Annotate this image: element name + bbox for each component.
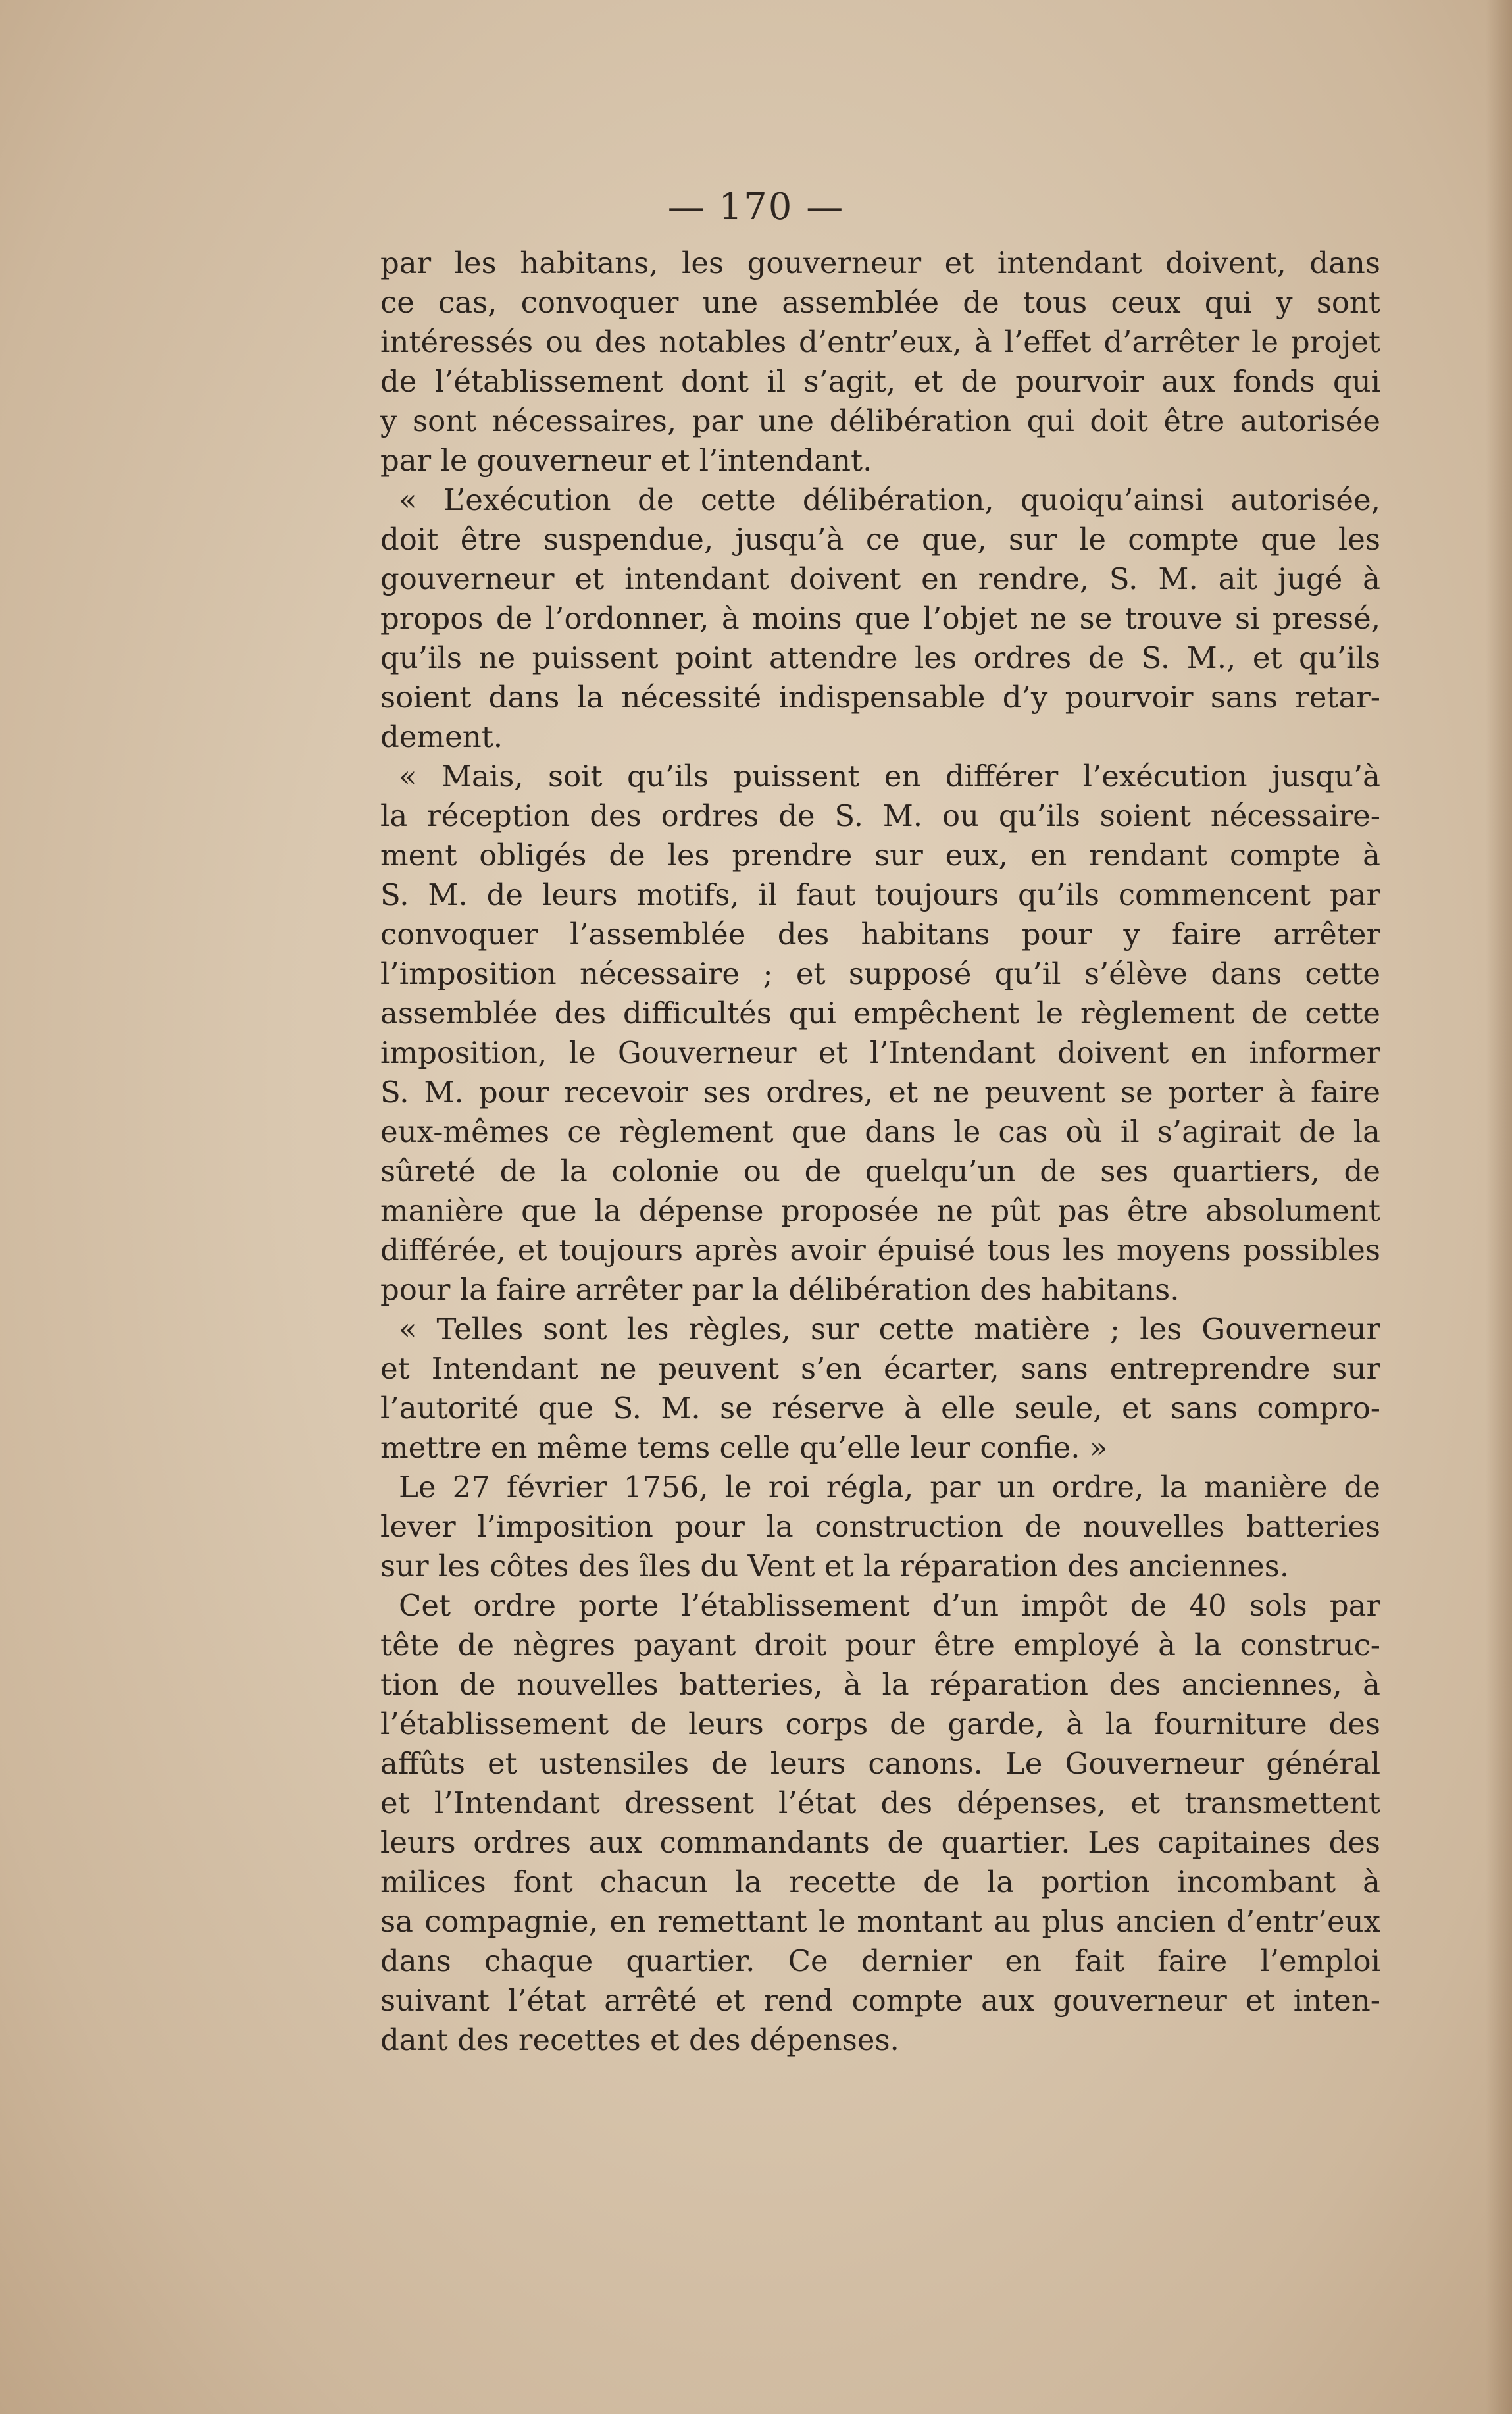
text-line: imposition, le Gouverneur et l’Intendant doivent en informer xyxy=(380,1035,1380,1070)
text-line: l’imposition nécessaire ; et supposé qu’il s’élève dans cette xyxy=(380,956,1380,991)
text-line: ce cas, convoquer une assemblée de tous ceux qui y sont xyxy=(380,285,1380,320)
text-line: convoquer l’assemblée des habitans pour y faire arrêter xyxy=(380,917,1380,952)
text-line: et Intendant ne peuvent s’en écarter, sans entreprendre sur xyxy=(380,1351,1380,1386)
text-line: leurs ordres aux commandants de quartier. Les capitaines des xyxy=(380,1825,1380,1860)
text-line: tête de nègres payant droit pour être employé à la construc- xyxy=(380,1628,1380,1662)
text-line: Cet ordre porte l’établissement d’un impôt de 40 sols par xyxy=(399,1588,1380,1623)
body-text xyxy=(380,244,1380,2060)
page-number: — 170 — xyxy=(667,186,845,228)
text-line: l’établissement de leurs corps de garde, à la fourniture des xyxy=(380,1707,1380,1741)
text-line: et l’Intendant dressent l’état des dépenses, et transmettent xyxy=(380,1785,1380,1820)
page-edge-shadow xyxy=(1486,0,1512,2414)
text-line: sa compagnie, en remettant le montant au plus ancien d’entr’eux xyxy=(380,1904,1380,1939)
text-line: dant des recettes et des dépenses. xyxy=(380,2022,899,2057)
text-line: l’autorité que S. M. se réserve à elle seule, et sans compro- xyxy=(380,1391,1380,1425)
text-line: par les habitans, les gouverneur et intendant doivent, dans xyxy=(380,245,1380,280)
text-line: Le 27 février 1756, le roi régla, par un ordre, la manière de xyxy=(399,1470,1380,1504)
text-line: qu’ils ne puissent point attendre les ordres de S. M., et qu’ils xyxy=(380,640,1380,675)
text-line: y sont nécessaires, par une délibération qui doit être autorisée xyxy=(380,403,1380,438)
text-line: gouverneur et intendant doivent en rendre, S. M. ait jugé à xyxy=(380,561,1380,596)
text-line: intéressés ou des notables d’entr’eux, à l’effet d’arrêter le projet xyxy=(380,324,1380,359)
text-line: manière que la dépense proposée ne pût pas être absolument xyxy=(380,1193,1380,1228)
text-line: assemblée des difficultés qui empêchent le règlement de cette xyxy=(380,996,1380,1031)
text-line: eux-mêmes ce règlement que dans le cas où il s’agirait de la xyxy=(380,1114,1380,1149)
text-line: sur les côtes des îles du Vent et la réparation des anciennes. xyxy=(380,1549,1290,1583)
text-line: ment obligés de les prendre sur eux, en rendant compte à xyxy=(380,838,1380,873)
text-line: « Mais, soit qu’ils puissent en différer l’exécution jusqu’à xyxy=(399,759,1380,794)
text-line: sûreté de la colonie ou de quelqu’un de ses quartiers, de xyxy=(380,1154,1380,1189)
text-line: affûts et ustensiles de leurs canons. Le Gouverneur général xyxy=(380,1746,1380,1781)
text-line: lever l’imposition pour la construction de nouvelles batteries xyxy=(380,1509,1380,1544)
text-line: soient dans la nécessité indispensable d’y pourvoir sans retar- xyxy=(380,680,1380,715)
text-line: de l’établissement dont il s’agit, et de pourvoir aux fonds qui xyxy=(380,364,1380,399)
text-line: S. M. pour recevoir ses ordres, et ne peuvent se porter à faire xyxy=(380,1075,1380,1110)
text-line: « L’exécution de cette délibération, quoiqu’ainsi autorisée, xyxy=(399,482,1380,517)
text-line: doit être suspendue, jusqu’à ce que, sur le compte que les xyxy=(380,522,1380,557)
text-line: dans chaque quartier. Ce dernier en fait faire l’emploi xyxy=(380,1943,1380,1978)
text-line: tion de nouvelles batteries, à la réparation des anciennes, à xyxy=(380,1667,1380,1702)
text-line: S. M. de leurs motifs, il faut toujours qu’ils commencent par xyxy=(380,877,1380,912)
text-line: mettre en même tems celle qu’elle leur confie. » xyxy=(380,1430,1108,1465)
text-line: « Telles sont les règles, sur cette matière ; les Gouverneur xyxy=(399,1312,1380,1347)
text-line: dement. xyxy=(380,719,503,754)
text-line: pour la faire arrêter par la délibération des habitans. xyxy=(380,1272,1180,1307)
text-line: suivant l’état arrêté et rend compte aux gouverneur et inten- xyxy=(380,1983,1380,2018)
text-line: différée, et toujours après avoir épuisé tous les moyens possibles xyxy=(380,1233,1380,1268)
text-line: la réception des ordres de S. M. ou qu’ils soient nécessaire- xyxy=(380,798,1380,833)
text-line: propos de l’ordonner, à moins que l’objet ne se trouve si pressé, xyxy=(380,601,1380,636)
text-line: milices font chacun la recette de la portion incombant à xyxy=(380,1864,1380,1899)
text-line: par le gouverneur et l’intendant. xyxy=(380,443,872,478)
